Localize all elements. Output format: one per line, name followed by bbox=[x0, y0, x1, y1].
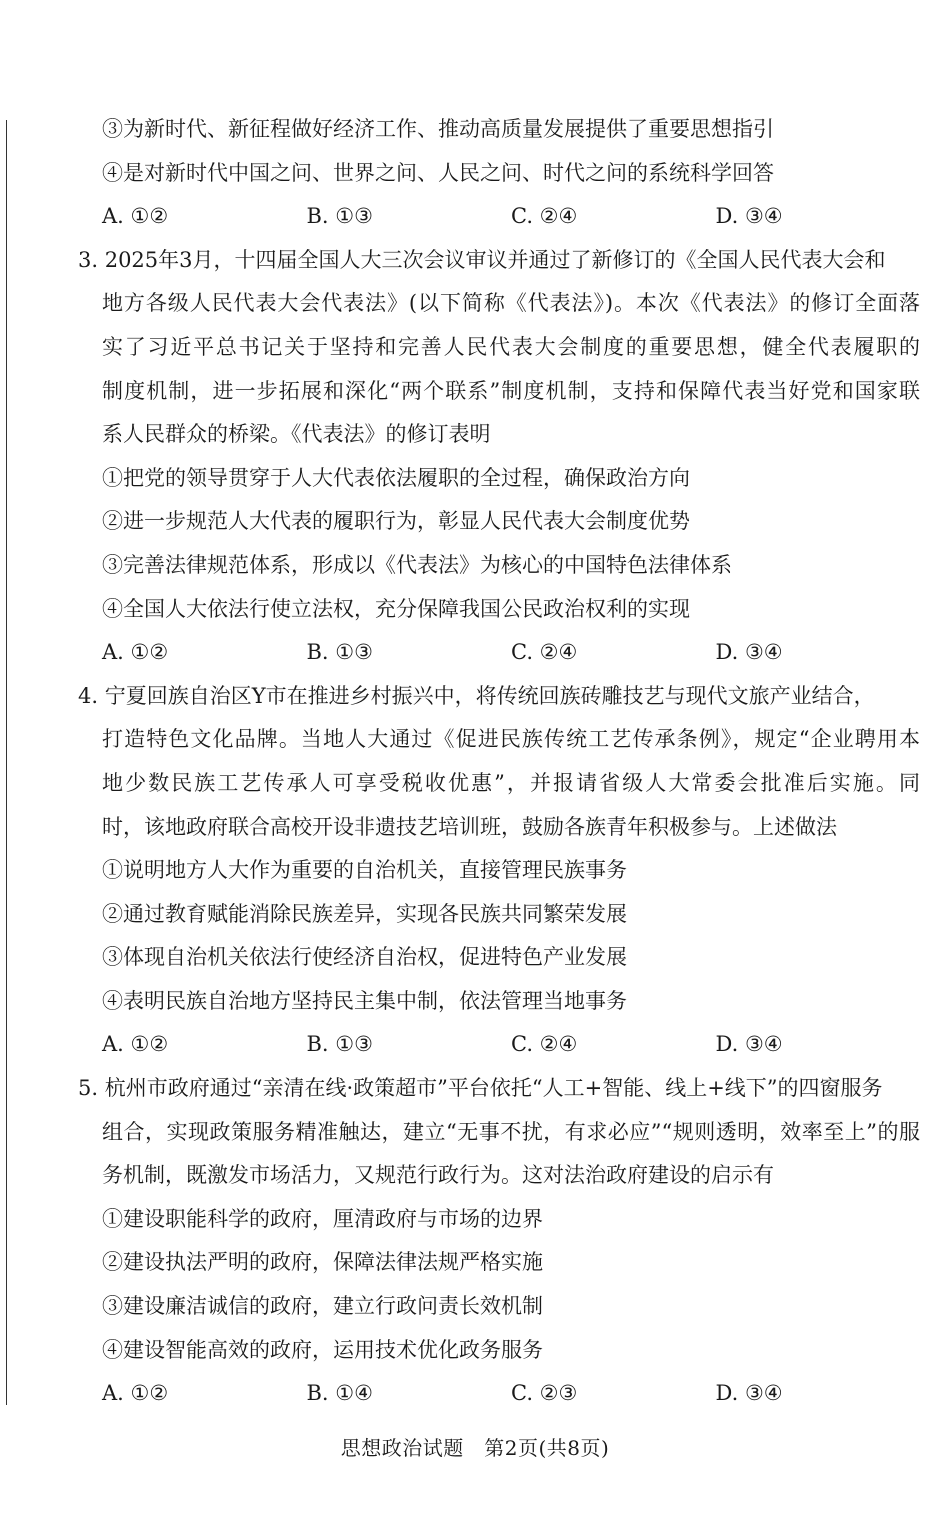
choice-a: A. ①② bbox=[102, 640, 169, 665]
q5-choices bbox=[78, 1372, 920, 1416]
q3-stem-line: 系人民群众的桥梁。《代表法》的修订表明 bbox=[102, 422, 491, 447]
q5-option-2: ②建设执法严明的政府，保障法律法规严格实施 bbox=[102, 1250, 543, 1275]
q3-option-3: ③完善法律规范体系，形成以《代表法》为核心的中国特色法律体系 bbox=[102, 552, 732, 577]
q3-stem-line: 实了习近平总书记关于坚持和完善人民代表大会制度的重要思想，健全代表履职的 bbox=[102, 334, 920, 359]
q3-option-1: ①把党的领导贯穿于人大代表依法履职的全过程，确保政治方向 bbox=[102, 465, 690, 490]
q2-option-4: ④是对新时代中国之问、世界之问、人民之问、时代之问的系统科学回答 bbox=[102, 160, 774, 185]
q5-option-3: ③建设廉洁诚信的政府，建立行政问责长效机制 bbox=[102, 1294, 543, 1319]
choice-c: C. ②③ bbox=[511, 1381, 578, 1406]
q4-stem-line: 打造特色文化品牌。当地人大通过《促进民族传统工艺传承条例》，规定“企业聘用本 bbox=[102, 727, 920, 752]
q4-stem-line: 4. 宁夏回族自治区Y市在推进乡村振兴中，将传统回族砖雕技艺与现代文旅产业结合， bbox=[78, 683, 875, 708]
choice-d: D. ③④ bbox=[715, 640, 783, 665]
choice-d: D. ③④ bbox=[715, 204, 783, 229]
q4-stem-line: 地少数民族工艺传承人可享受税收优惠”，并报请省级人大常委会批准后实施。同 bbox=[102, 770, 920, 795]
q3-option-4: ④全国人大依法行使立法权，充分保障我国公民政治权利的实现 bbox=[102, 596, 690, 621]
choice-d: D. ③④ bbox=[715, 1032, 783, 1057]
choice-c: C. ②④ bbox=[511, 204, 578, 229]
choice-a: A. ①② bbox=[102, 204, 169, 229]
q4-option-2: ②通过教育赋能消除民族差异，实现各民族共同繁荣发展 bbox=[102, 901, 627, 926]
choice-a: A. ①② bbox=[102, 1381, 169, 1406]
q4-option-1: ①说明地方人大作为重要的自治机关，直接管理民族事务 bbox=[102, 858, 627, 883]
choice-b: B. ①③ bbox=[306, 1032, 373, 1057]
choice-c: C. ②④ bbox=[511, 640, 578, 665]
choice-b: B. ①④ bbox=[306, 1381, 373, 1406]
q3-choices bbox=[78, 631, 920, 675]
q3-option-2: ②进一步规范人大代表的履职行为，彰显人民代表大会制度优势 bbox=[102, 509, 690, 534]
exam-page bbox=[78, 108, 920, 1416]
q4-option-3: ③体现自治机关依法行使经济自治权，促进特色产业发展 bbox=[102, 945, 627, 970]
q5-option-4: ④建设智能高效的政府，运用技术优化政务服务 bbox=[102, 1337, 543, 1362]
q4-choices bbox=[78, 1023, 920, 1067]
left-margin-rule bbox=[6, 120, 7, 1405]
q5-stem-line: 5. 杭州市政府通过“亲清在线·政策超市”平台依托“人工+智能、线上+线下”的四窗服务 bbox=[78, 1076, 883, 1101]
q4-stem-line: 时，该地政府联合高校开设非遗技艺培训班，鼓励各族青年积极参与。上述做法 bbox=[102, 814, 837, 839]
choice-b: B. ①③ bbox=[306, 640, 373, 665]
q5-option-1: ①建设职能科学的政府，厘清政府与市场的边界 bbox=[102, 1206, 543, 1231]
choice-d: D. ③④ bbox=[715, 1381, 783, 1406]
q3-stem-line: 3. 2025年3月，十四届全国人大三次会议审议并通过了新修订的《全国人民代表大会和 bbox=[78, 247, 886, 272]
q2-option-3: ③为新时代、新征程做好经济工作、推动高质量发展提供了重要思想指引 bbox=[102, 117, 774, 141]
page-footer: 思想政治试题 第2页(共8页) bbox=[340, 1436, 610, 1460]
q5-stem-line: 组合，实现政策服务精准触达，建立“无事不扰，有求必应”“规则透明，效率至上”的服 bbox=[102, 1119, 920, 1144]
q5-stem-line: 务机制，既激发市场活力，又规范行政行为。这对法治政府建设的启示有 bbox=[102, 1163, 774, 1188]
q3-stem-line: 地方各级人民代表大会代表法》(以下简称《代表法》)。本次《代表法》的修订全面落 bbox=[102, 291, 920, 316]
choice-b: B. ①③ bbox=[306, 204, 373, 229]
choice-c: C. ②④ bbox=[511, 1032, 578, 1057]
q3-stem-line: 制度机制，进一步拓展和深化“两个联系”制度机制，支持和保障代表当好党和国家联 bbox=[102, 378, 920, 403]
q4-option-4: ④表明民族自治地方坚持民主集中制，依法管理当地事务 bbox=[102, 988, 627, 1013]
q2-choices bbox=[78, 195, 920, 239]
choice-a: A. ①② bbox=[102, 1032, 169, 1057]
